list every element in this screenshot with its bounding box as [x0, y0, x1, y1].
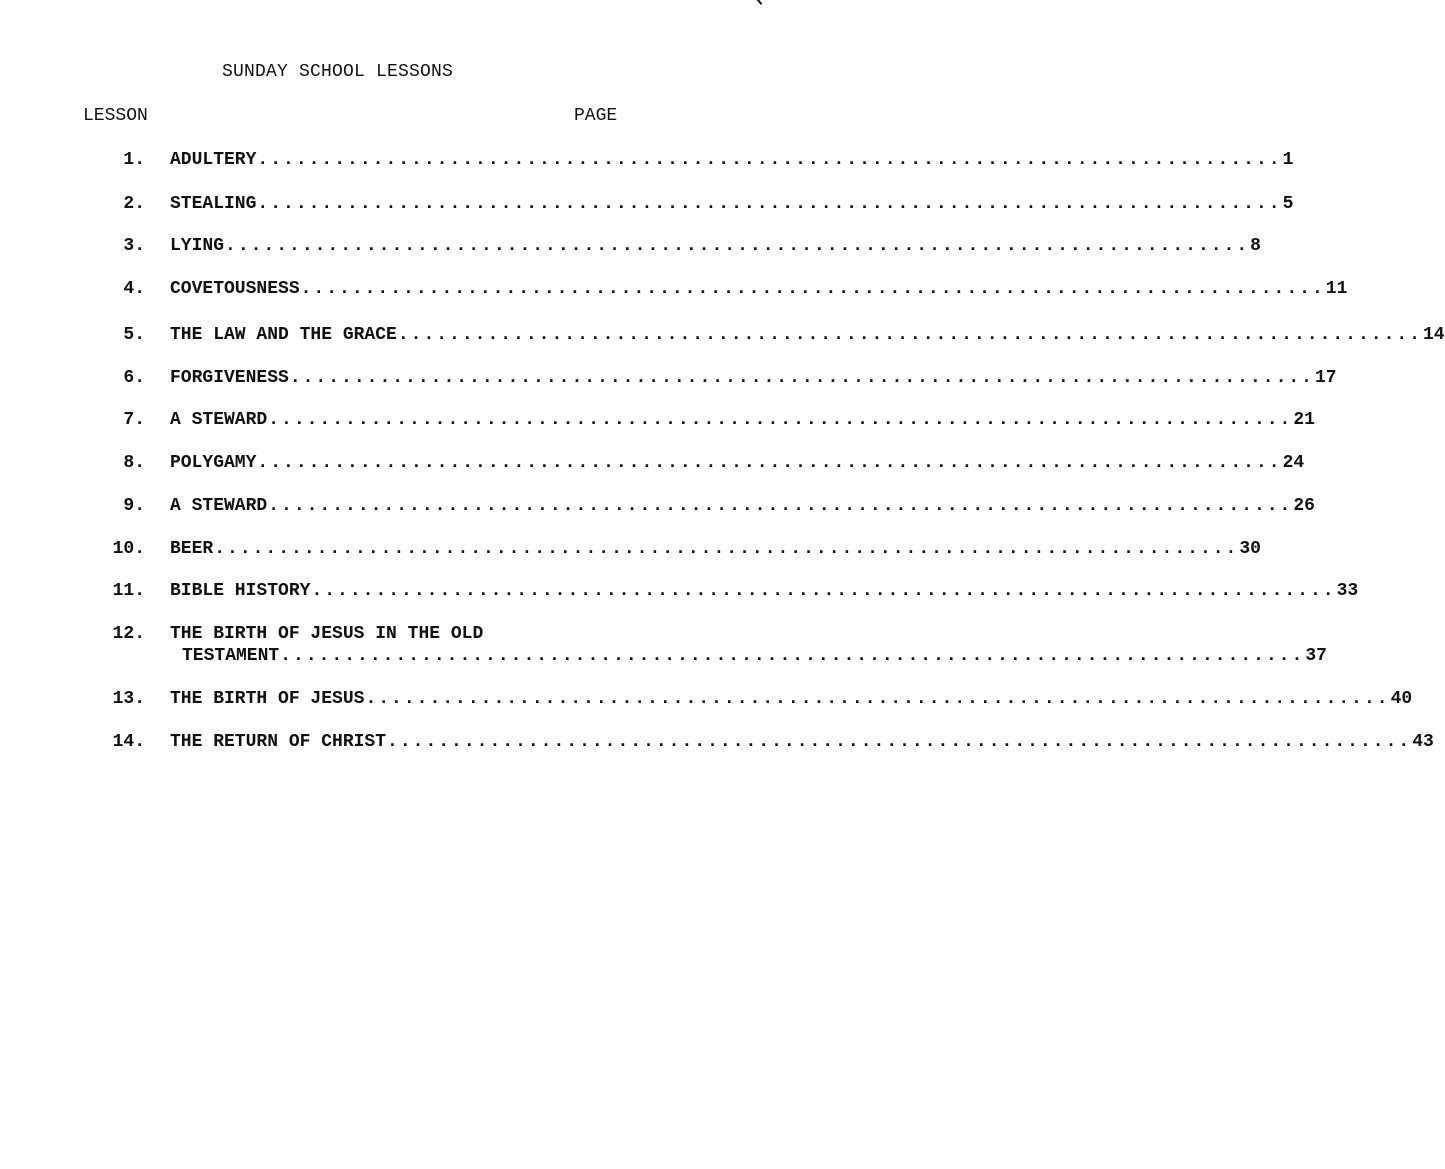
lesson-number: 11.: [112, 581, 145, 601]
dot-leader: ................................................................................: [268, 496, 1293, 516]
lesson-number: 2.: [123, 194, 145, 214]
page-number: 11: [1325, 279, 1348, 299]
lesson-number: 10.: [112, 539, 145, 559]
toc-entry: [170, 410, 1315, 430]
toc-row: [0, 150, 1294, 172]
lesson-number: 13.: [112, 689, 145, 709]
lesson-title: BIBLE HISTORY: [170, 581, 311, 601]
toc-row: [0, 496, 1315, 518]
page-number: 26: [1293, 496, 1315, 516]
dot-leader: ................................................................................: [214, 539, 1239, 559]
dot-leader: ................................................................................: [257, 194, 1282, 214]
lesson-title: STEALING: [170, 194, 257, 214]
dot-leader: ................................................................................: [257, 453, 1282, 473]
dot-leader: ................................................................................: [365, 689, 1390, 709]
lesson-number: 14.: [112, 732, 145, 752]
page-number: 8: [1250, 236, 1261, 256]
toc-row: [0, 194, 1294, 216]
page-number: 1: [1282, 150, 1294, 170]
dot-leader: ................................................................................: [300, 279, 1325, 299]
toc-entry: [170, 150, 1294, 170]
toc-entry: [170, 496, 1315, 516]
lesson-title: POLYGAMY: [170, 453, 257, 473]
lesson-number: 12.: [112, 624, 145, 644]
lesson-title: FORGIVENESS: [170, 368, 289, 388]
corner-mark: [744, 0, 763, 14]
lesson-number: 7.: [123, 410, 145, 430]
lesson-title: LYING: [170, 236, 225, 256]
page-number: 30: [1239, 539, 1261, 559]
toc-entry: [170, 732, 1434, 752]
lesson-column-header: LESSON: [83, 106, 148, 126]
toc-row: [0, 236, 1261, 258]
lesson-title: THE RETURN OF CHRIST: [170, 732, 387, 752]
toc-entry: [170, 236, 1261, 256]
page-number: 37: [1305, 646, 1327, 666]
dot-leader: ................................................................................: [225, 236, 1250, 256]
page-number: 14: [1422, 325, 1445, 345]
page-number: 33: [1336, 581, 1359, 601]
page-number: 21: [1293, 410, 1315, 430]
toc-entry: [170, 539, 1261, 559]
lesson-title-line1: THE BIRTH OF JESUS IN THE OLD: [170, 624, 484, 644]
page-title: SUNDAY SCHOOL LESSONS: [222, 62, 454, 82]
page-number: 17: [1314, 368, 1337, 388]
lesson-title: A STEWARD: [170, 496, 268, 516]
lesson-title: THE BIRTH OF JESUS: [170, 689, 365, 709]
dot-leader: ................................................................................: [289, 368, 1314, 388]
toc-entry: [170, 325, 1445, 345]
toc-entry: [170, 368, 1337, 388]
dot-leader: ................................................................................: [268, 410, 1293, 430]
lesson-title: THE LAW AND THE GRACE: [170, 325, 397, 345]
lesson-title: A STEWARD: [170, 410, 268, 430]
toc-entry: [170, 453, 1305, 473]
lesson-number: 4.: [123, 279, 145, 299]
lesson-title: ADULTERY: [170, 150, 257, 170]
dot-leader: ................................................................................: [257, 150, 1282, 170]
page-number: 43: [1412, 732, 1434, 752]
toc-row: [0, 732, 1434, 754]
dot-leader: ................................................................................: [387, 732, 1412, 752]
page-number: 24: [1282, 453, 1305, 473]
toc-row: [0, 581, 1359, 603]
toc-entry: [182, 646, 1327, 666]
toc-row: [0, 689, 1413, 711]
toc-row: [0, 539, 1261, 561]
toc-row: [0, 453, 1305, 475]
lesson-title: COVETOUSNESS: [170, 279, 300, 299]
toc-row: [0, 624, 1327, 668]
page-number: 40: [1390, 689, 1413, 709]
toc-entry: [170, 581, 1359, 601]
toc-entry: [170, 689, 1413, 709]
dot-leader: ................................................................................: [311, 581, 1336, 601]
toc-entry: [170, 279, 1348, 299]
lesson-number: 1.: [123, 150, 145, 170]
lesson-number: 8.: [123, 453, 145, 473]
toc-row: [0, 410, 1315, 432]
page-number: 5: [1282, 194, 1294, 214]
toc-row: [0, 279, 1348, 301]
lesson-number: 3.: [123, 236, 145, 256]
page-column-header: PAGE: [574, 106, 618, 126]
toc-row: [0, 368, 1337, 390]
toc-row: [0, 325, 1445, 347]
lesson-number: 9.: [123, 496, 145, 516]
toc-entry: [170, 194, 1294, 214]
dot-leader: ................................................................................: [280, 646, 1305, 666]
lesson-number: 6.: [123, 368, 145, 388]
dot-leader: ................................................................................: [397, 325, 1422, 345]
lesson-title-line2: TESTAMENT: [182, 646, 280, 666]
lesson-title: BEER: [170, 539, 214, 559]
lesson-number: 5.: [123, 325, 145, 345]
